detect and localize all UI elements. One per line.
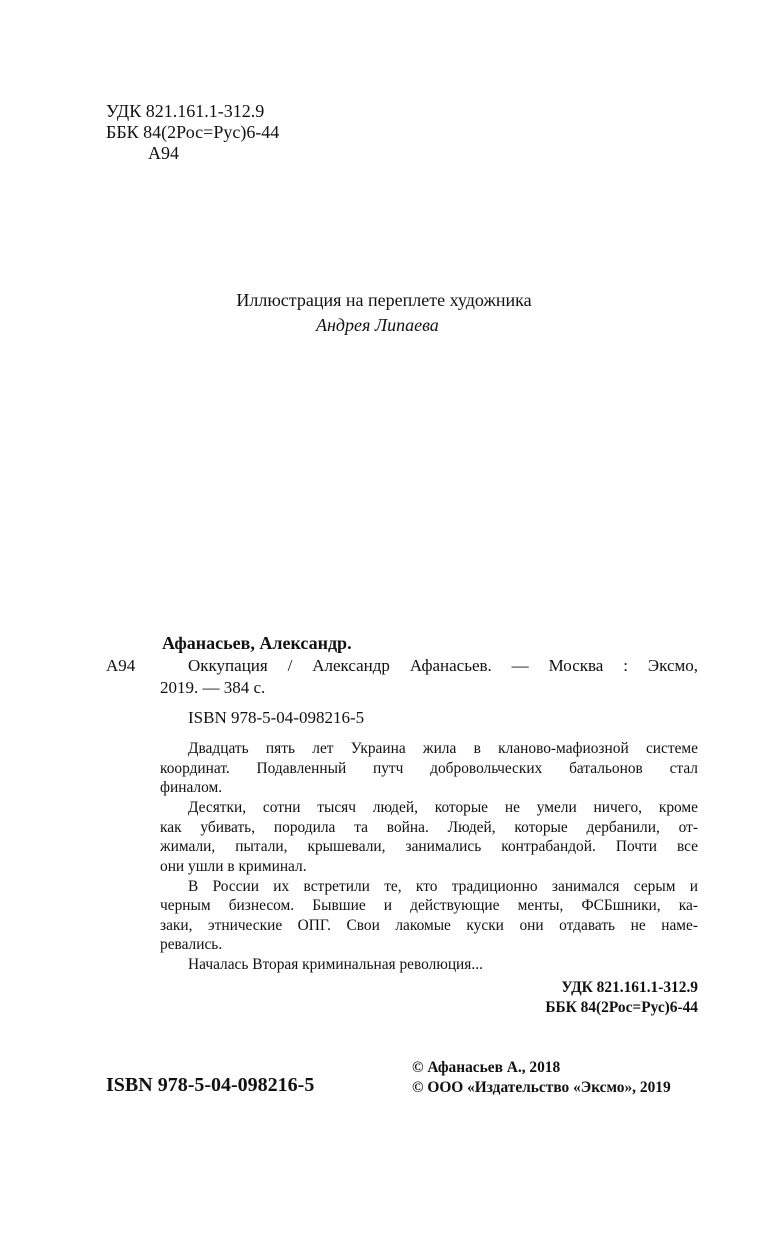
copyright-publisher: © ООО «Издательство «Эксмо», 2019 bbox=[412, 1079, 671, 1096]
illustrator-name: Андрея Липаева bbox=[316, 315, 439, 335]
copyright-author: © Афанасьев А., 2018 bbox=[412, 1059, 561, 1076]
annotation-line: как убивать, породила та война. Людей, которые дербанили, от- bbox=[160, 819, 698, 836]
author-mark: А94 bbox=[148, 143, 179, 163]
illustration-credit: Иллюстрация на переплете художника bbox=[236, 290, 532, 310]
annotation-line: Двадцать пять лет Украина жила в кланово-мафиозной системе bbox=[188, 740, 698, 757]
codes-bbk: ББК 84(2Рос=Рус)6-44 bbox=[545, 999, 698, 1016]
annotation-line: финалом. bbox=[160, 779, 223, 796]
bbk-code: ББК 84(2Рос=Рус)6-44 bbox=[106, 122, 280, 142]
annotation-line: Началась Вторая криминальная революция... bbox=[188, 956, 483, 973]
annotation-line: они ушли в криминал. bbox=[160, 858, 307, 875]
annotation-line: жимали, пытали, крышевали, занимались контрабандой. Почти все bbox=[160, 838, 698, 855]
author-heading: Афанасьев, Александр. bbox=[162, 633, 352, 653]
udk-code: УДК 821.161.1-312.9 bbox=[106, 101, 265, 121]
record-author-mark: А94 bbox=[106, 656, 136, 675]
annotation-line: ревались. bbox=[160, 936, 223, 953]
record-title-line: Оккупация / Александр Афанасьев. — Москва : Эксмо, bbox=[188, 656, 698, 675]
annotation-line: В России их встретили те, кто традиционно занимался серым и bbox=[188, 878, 698, 895]
record-year-line: 2019. — 384 с. bbox=[160, 678, 266, 697]
footer-isbn: ISBN 978-5-04-098216-5 bbox=[106, 1074, 315, 1096]
annotation-line: заки, этнические ОПГ. Свои лакомые куски они отдавать не наме- bbox=[160, 917, 698, 934]
annotation-line: Десятки, сотни тысяч людей, которые не умели ничего, кроме bbox=[188, 799, 698, 816]
record-isbn: ISBN 978-5-04-098216-5 bbox=[188, 708, 365, 727]
annotation-line: черным бизнесом. Бывшие и действующие менты, ФСБшники, ка- bbox=[160, 897, 698, 914]
codes-udk: УДК 821.161.1-312.9 bbox=[561, 979, 698, 996]
annotation-line: координат. Подавленный путч добровольческих батальонов стал bbox=[160, 760, 698, 777]
